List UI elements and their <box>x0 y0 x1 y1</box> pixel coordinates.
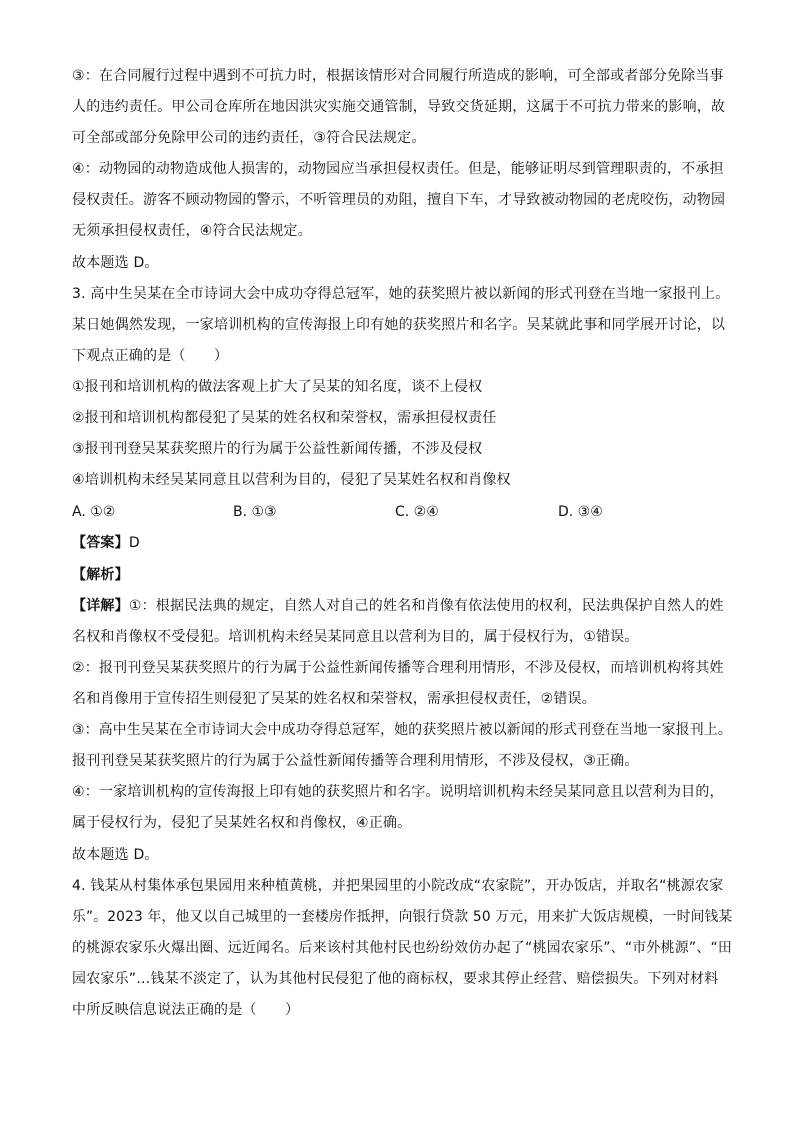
analysis-line: 可全部或部分免除甲公司的违约责任，③符合民法规定。 <box>72 130 426 146</box>
answer-tag: 【答案】 <box>72 535 129 551</box>
analysis-line: 无须承担侵权责任，④符合民法规定。 <box>72 223 312 239</box>
detail-line: ④：一家培训机构的宣传海报上印有她的获奖照片和名字。说明培训机构未经吴某同意且以营利为目的， <box>72 784 724 800</box>
detail-tag: 【详解】 <box>72 598 129 614</box>
statement-item: ①报刊和培训机构的做法客观上扩大了吴某的知名度，谈不上侵权 <box>72 379 483 395</box>
question-stem: 4. 钱某从村集体承包果园用来种植黄桃，并把果园里的小院改成“农家院”，开办饭店，并取名“桃源农家 <box>72 878 724 894</box>
analysis-line: 侵权责任。游客不顾动物园的警示，不听管理员的劝阻，擅自下车，才导致被动物园的老虎咬伤，动物园 <box>72 192 726 208</box>
analysis-line: 人的违约责任。甲公司仓库所在地因洪灾实施交通管制，导致交货延期，这属于不可抗力带来的影响，故 <box>72 99 726 115</box>
statement-item: ②报刊和培训机构都侵犯了吴某的姓名权和荣誉权，需承担侵权责任 <box>72 410 497 426</box>
statement-item: ④培训机构未经吴某同意且以营利为目的，侵犯了吴某姓名权和肖像权 <box>72 472 511 488</box>
analysis-line: ③：在合同履行过程中遇到不可抗力时，根据该情形对合同履行所造成的影响，可全部或者部分免除当事 <box>72 68 724 84</box>
detail-line: 报刊刊登吴某获奖照片的行为属于公益性新闻传播等合理利用情形，不涉及侵权，③正确。 <box>72 753 639 769</box>
statement-item: ③报刊刊登吴某获奖照片的行为属于公益性新闻传播，不涉及侵权 <box>72 441 483 457</box>
detail-line: 名权和肖像权不受侵犯。培训机构未经吴某同意且以营利为目的，属于侵权行为，①错误。 <box>72 629 639 645</box>
analysis-line: ④：动物园的动物造成他人损害的，动物园应当承担侵权责任。但是，能够证明尽到管理职责的，不承担 <box>72 161 724 177</box>
detail-line: ②：报刊刊登吴某获奖照片的行为属于公益性新闻传播等合理利用情形，不涉及侵权，而培训机构将其姓 <box>72 660 724 676</box>
question-stem: 的桃源农家乐火爆出圈、远近闻名。后来该村其他村民也纷纷效仿办起了“桃园农家乐”、“市外桃源”、“田 <box>72 940 733 956</box>
question-stem: 园农家乐”…钱某不淡定了，认为其他村民侵犯了他的商标权，要求其停止经营、赔偿损失。下列对材料 <box>72 971 719 987</box>
detail-line: 【详解】①：根据民法典的规定，自然人对自己的姓名和肖像有依法使用的权利，民法典保护自然人的姓 <box>72 598 724 614</box>
question-stem: 3. 高中生吴某在全市诗词大会中成功夺得总冠军，她的获奖照片被以新闻的形式刊登在当地一家报刊上。 <box>72 286 730 302</box>
detail-line: ③：高中生吴某在全市诗词大会中成功夺得总冠军，她的获奖照片被以新闻的形式刊登在当地一家报刊上。 <box>72 722 732 738</box>
option-c: C. ②④ <box>395 504 439 520</box>
question-stem: 中所反映信息说法正确的是（ ） <box>72 1002 300 1018</box>
question-stem: 乐”。2023 年，他又以自己城里的一套楼房作抵押，向银行贷款 50 万元，用来扩大饭店规模，一时间钱某 <box>72 909 733 925</box>
answer-line <box>72 533 140 553</box>
option-a: A. ①② <box>72 504 116 520</box>
analysis-tag: 【解析】 <box>72 567 129 583</box>
question-stem: 某日她偶然发现，一家培训机构的宣传海报上印有她的获奖照片和名字。吴某就此事和同学展开讨论，以 <box>72 317 726 333</box>
question-stem: 下观点正确的是（ ） <box>72 348 229 364</box>
detail-line: 名和肖像用于宣传招生则侵犯了吴某的姓名权和荣誉权，需承担侵权责任，②错误。 <box>72 691 596 707</box>
option-b: B. ①③ <box>233 504 277 520</box>
conclusion-line: 故本题选 D。 <box>72 255 159 271</box>
option-d: D. ③④ <box>558 504 603 520</box>
detail-line: 属于侵权行为，侵犯了吴某姓名权和肖像权，④正确。 <box>72 815 412 831</box>
answer-value: D <box>128 535 140 551</box>
conclusion-line: 故本题选 D。 <box>72 847 159 863</box>
